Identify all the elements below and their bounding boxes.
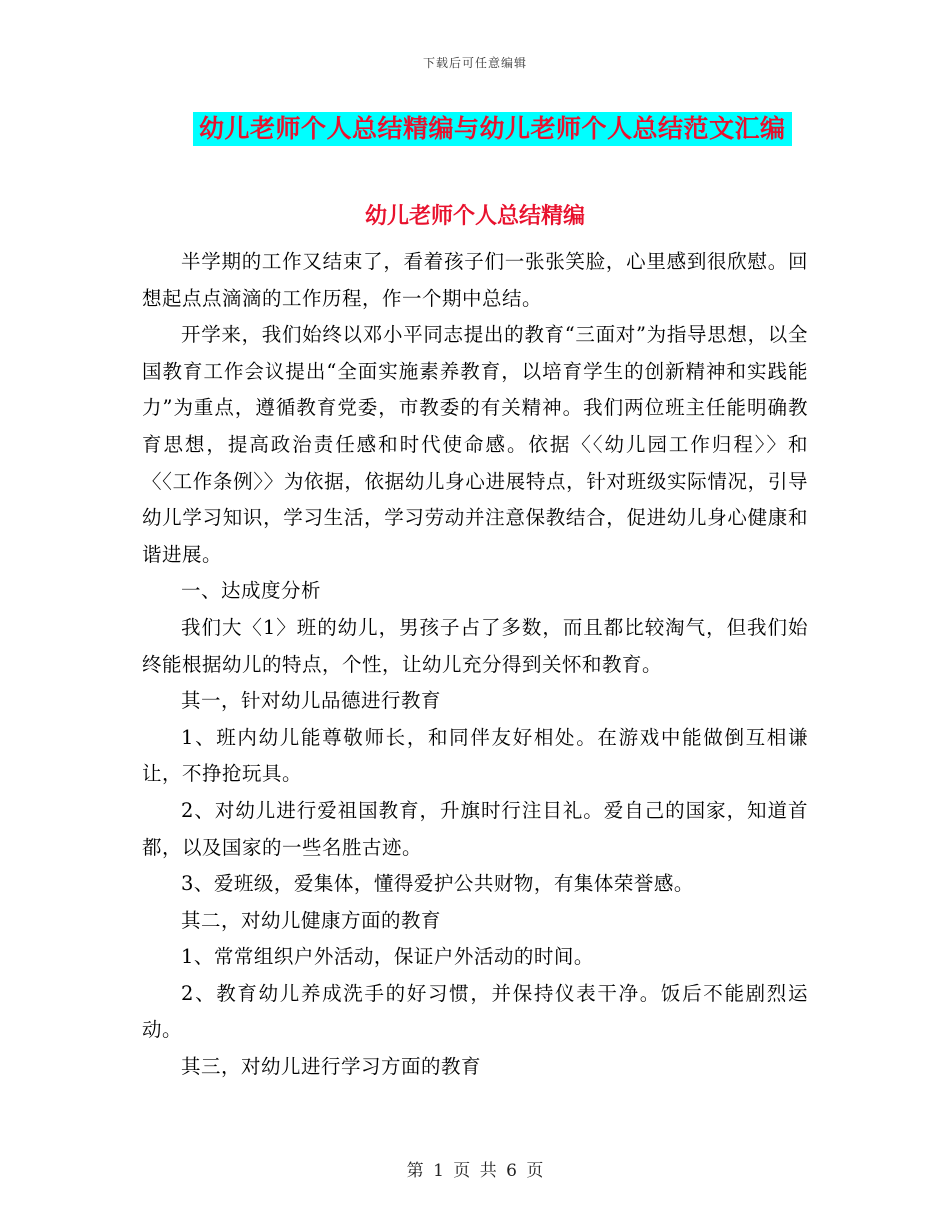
section-heading: 一、达成度分析 bbox=[181, 579, 322, 603]
paragraph: 半学期的工作又结束了，看着孩子们一张张笑脸，心里感到很欣慰。回想起点点滴滴的工作历程，作一个期中总结。 bbox=[142, 250, 808, 310]
subsection-heading: 其三，对幼儿进行学习方面的教育 bbox=[181, 1055, 482, 1079]
section-title: 幼儿老师个人总结精编 bbox=[364, 204, 585, 229]
list-item: 1、班内幼儿能尊敬师长，和同伴友好相处。在游戏中能做倒互相谦让，不挣抢玩具。 bbox=[142, 725, 808, 786]
page-footer: 第 1 页 共 6 页 bbox=[406, 1161, 544, 1181]
subsection-heading: 其二，对幼儿健康方面的教育 bbox=[181, 908, 442, 932]
paragraph: 我们大〈1〉班的幼儿，男孩子占了多数，而且都比较淘气，但我们始终能根据幼儿的特点，个性，让幼儿充分得到关怀和教育。 bbox=[142, 615, 808, 676]
page-header-note: 下载后可任意编辑 bbox=[422, 56, 527, 70]
list-item: 3、爱班级，爱集体，懂得爱护公共财物，有集体荣誉感。 bbox=[181, 872, 694, 896]
list-item: 1、常常组织户外活动，保证户外活动的时间。 bbox=[181, 945, 594, 969]
list-item: 2、教育幼儿养成洗手的好习惯，并保持仪表干净。饭后不能剧烈运动。 bbox=[142, 981, 808, 1042]
main-title: 幼儿老师个人总结精编与幼儿老师个人总结范文汇编 bbox=[199, 114, 786, 143]
paragraph: 开学来，我们始终以邓小平同志提出的教育“三面对”为指导思想，以全国教育工作会议提出“全面实施素养教育，以培育学生的创新精神和实践能力”为重点，遵循教育党委，市教委的有关精神。我们两位班主任能明确教育思想，提高政治责任感和时代使命感。依据〈〈幼儿园工作归程〉〉和〈〈工作条例〉〉为依据，依据幼儿身心进展特点，针对班级实际情况，引导幼儿学习知识，学习生活，学习劳动并注意保教结合，促进幼儿身心健康和谐进展。 bbox=[142, 323, 808, 566]
main-title-highlight bbox=[193, 112, 792, 146]
document-body bbox=[142, 244, 808, 1086]
list-item: 2、对幼儿进行爱祖国教育，升旗时行注目礼。爱自己的国家，知道首都，以及国家的一些名胜古迹。 bbox=[142, 798, 808, 859]
subsection-heading: 其一，针对幼儿品德进行教育 bbox=[181, 689, 442, 713]
